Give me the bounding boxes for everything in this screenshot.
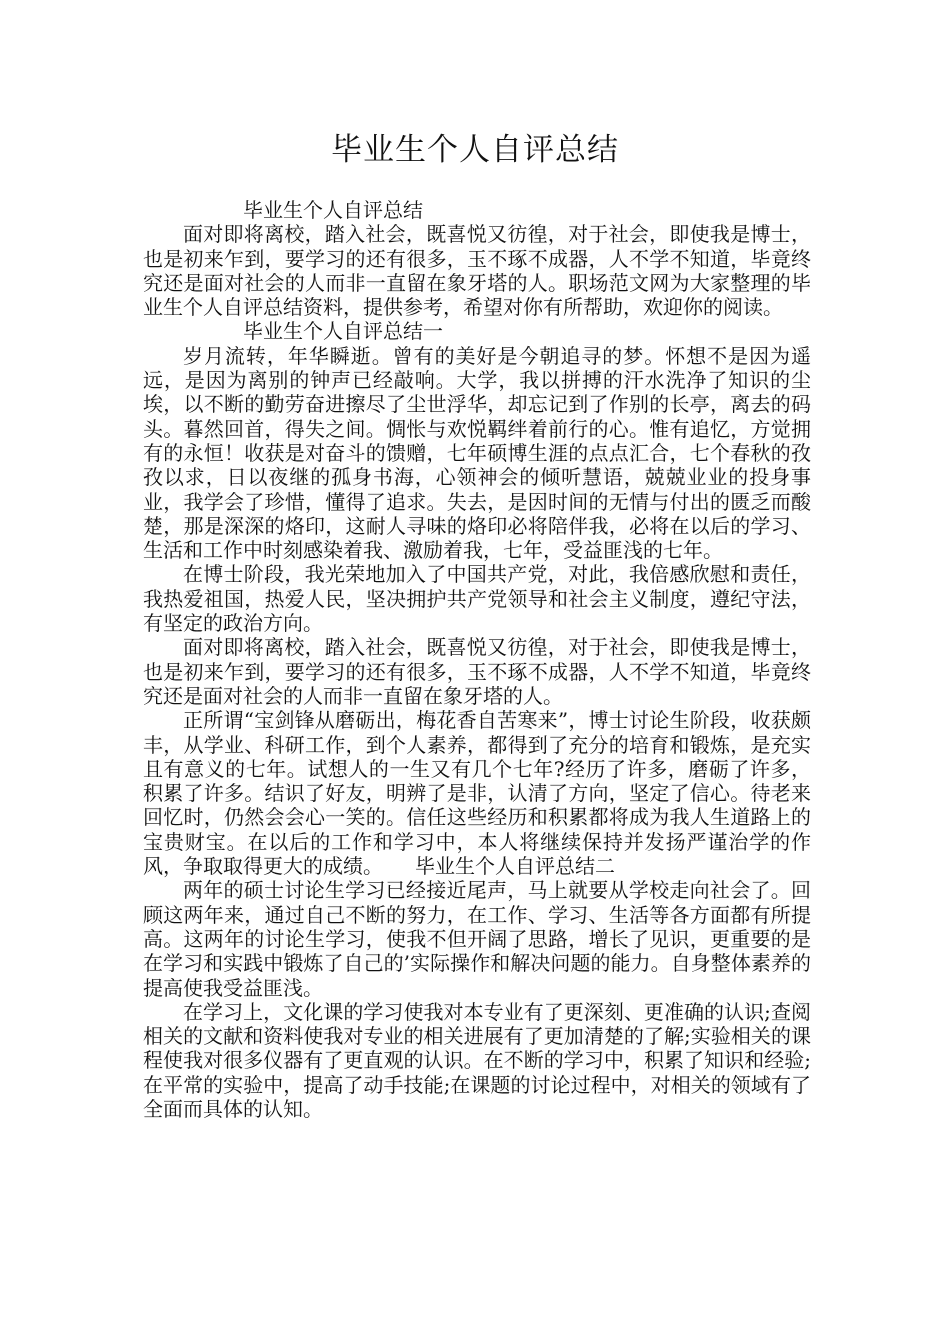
section-2-paragraph-2: 在学习上，文化课的学习使我对本专业有了更深刻、更准确的认识;查阅相关的文献和资料使我对专业的相关进展有了更加清楚的了解;实验相关的课程使我对很多仪器有了更直观的认识。在不断的学习中，积累了知识和经验;在平常的实验中，提高了动手技能;在课题的讨论过程中，对相关的领域有了全面而具体的认知。 [143, 999, 811, 1121]
document-body [143, 198, 811, 1121]
section-1-paragraph-4-text: 正所谓“宝剑锋从磨砺出，梅花香自苦寒来”，博士讨论生阶段，收获颇丰，从学业、科研工作，到个人素养，都得到了充分的培育和锻炼，是充实且有意义的七年。试想人的一生又有几个七年?经历了许多，磨砺了许多，积累了许多。结识了好友，明辨了是非，认清了方向，坚定了信心。待老来回忆时，仍然会会心一笑的。信任这些经历和积累都将成为我人生道路上的宝贵财宝。在以后的工作和学习中，本人将继续保持并发扬严谨治学的作风，争取取得更大的成绩。 [143, 708, 811, 879]
subtitle: 毕业生个人自评总结 [243, 198, 423, 222]
section-1-paragraph-4 [143, 708, 811, 878]
document-title: 毕业生个人自评总结 [331, 132, 619, 168]
section-1-paragraph-2: 在博士阶段，我光荣地加入了中国共产党，对此，我倍感欣慰和责任，我热爱祖国，热爱人民，坚决拥护共产党领导和社会主义制度，遵纪守法，有坚定的政治方向。 [143, 562, 811, 636]
section-heading-1: 毕业生个人自评总结一 [243, 319, 443, 344]
section-heading-2: 毕业生个人自评总结二 [415, 854, 615, 879]
section-1-paragraph-3: 面对即将离校，踏入社会，既喜悦又彷徨，对于社会，即使我是博士，也是初来乍到，要学习的还有很多，玉不琢不成器，人不学不知道，毕竟终究还是面对社会的人而非一直留在象牙塔的人。 [143, 635, 811, 708]
intro-paragraph: 面对即将离校，踏入社会，既喜悦又彷徨，对于社会，即使我是博士，也是初来乍到，要学习的还有很多，玉不琢不成器，人不学不知道，毕竟终究还是面对社会的人而非一直留在象牙塔的人。职场范文网为大家整理的毕业生个人自评总结资料，提供参考，希望对你有所帮助，欢迎你的阅读。 [143, 222, 811, 320]
section-1-paragraph-1: 岁月流转，年华瞬逝。曾有的美好是今朝追寻的梦。怀想不是因为遥远，是因为离别的钟声已经敲响。大学，我以拼搏的汗水洗净了知识的尘埃，以不断的勤劳奋进擦尽了尘世浮华，却忘记到了作别的长亭，离去的码头。暮然回首，得失之间。惆怅与欢悦羁绊着前行的心。惟有追忆，方觉拥有的永恒！收获是对奋斗的馈赠，七年硕博生涯的点点汇合，七个春秋的孜孜以求，日以夜继的孤身书海，心领神会的倾听慧语，兢兢业业的投身事业，我学会了珍惜，懂得了追求。失去，是因时间的无情与付出的匮乏而酸楚，那是深深的烙印，这耐人寻味的烙印必将陪伴我，必将在以后的学习、生活和工作中时刻感染着我、激励着我，七年，受益匪浅的七年。 [143, 343, 811, 563]
section-2-paragraph-1: 两年的硕士讨论生学习已经接近尾声，马上就要从学校走向社会了。回顾这两年来，通过自己不断的努力，在工作、学习、生活等各方面都有所提高。这两年的讨论生学习，使我不但开阔了思路，增长了见识，更重要的是在学习和实践中锻炼了自己的’实际操作和解决问题的能力。自身整体素养的提高使我受益匪浅。 [143, 878, 811, 1000]
